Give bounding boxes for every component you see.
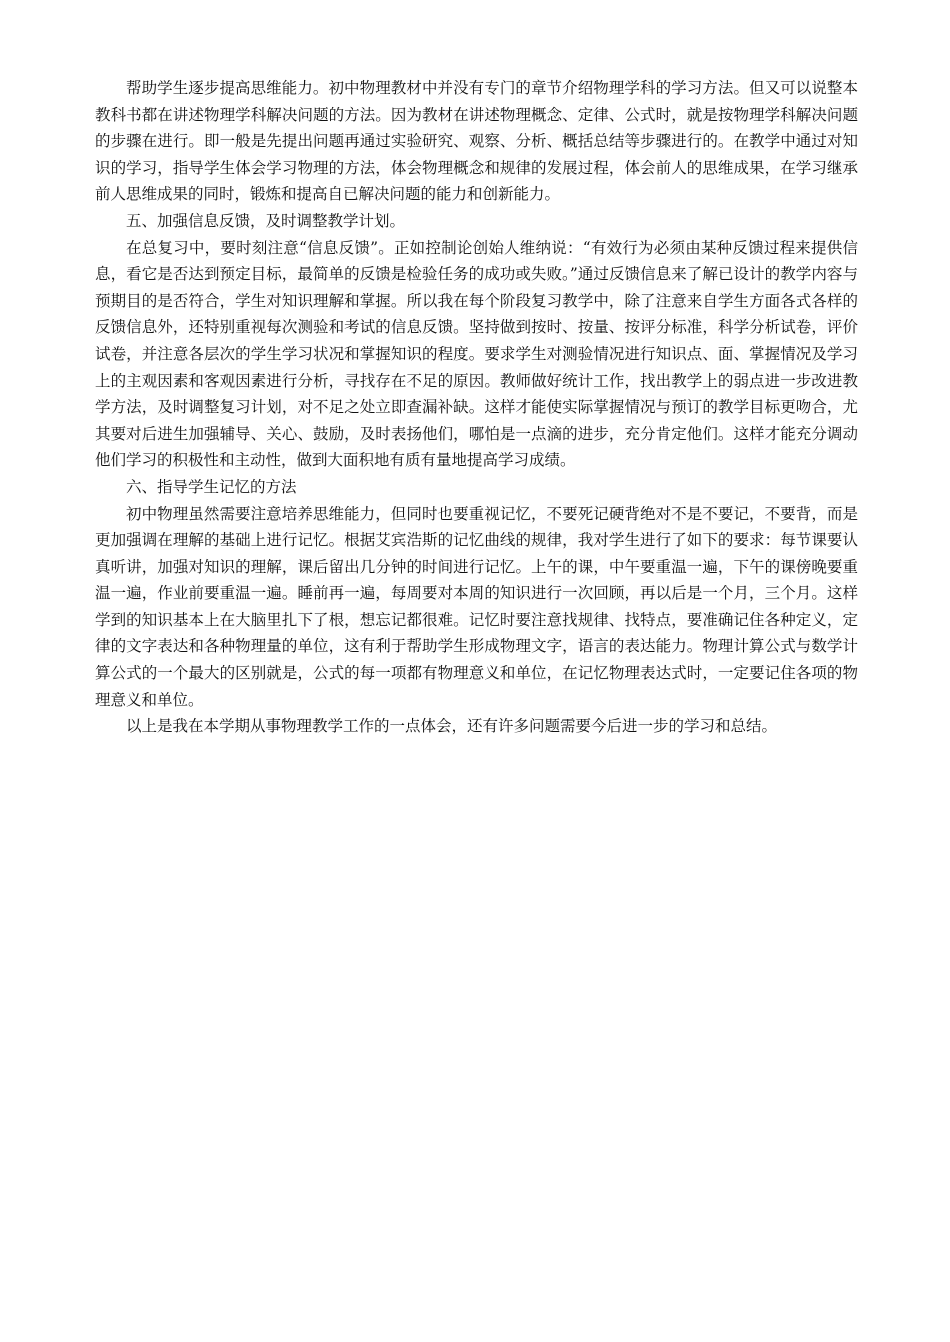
paragraph-feedback: 在总复习中，要时刻注意“信息反馈”。正如控制论创始人维纳说：“有效行为必须由某种反馈过程来提供信息，看它是否达到预定目标，最简单的反馈是检验任务的成功或失败。”通过反馈信息来了解已设计的教学内容与预期目的是否符合，学生对知识理解和掌握。所以我在每个阶段复习教学中，除了注意来自学生方面各式各样的反馈信息外，还特别重视每次测验和考试的信息反馈。坚持做到按时、按量、按评分标准，科学分析试卷，评价试卷，并注意各层次的学生学习状况和掌握知识的程度。要求学生对测验情况进行知识点、面、掌握情况及学习上的主观因素和客观因素进行分析，寻找存在不足的原因。教师做好统计工作，找出教学上的弱点进一步改进教学方法，及时调整复习计划，对不足之处立即查漏补缺。这样才能使实际掌握情况与预订的教学目标更吻合，尤其要对后进生加强辅导、关心、鼓励，及时表扬他们，哪怕是一点滴的进步，充分肯定他们。这样才能充分调动他们学习的积极性和主动性，做到大面积地有质有量地提高学习成绩。 <box>95 238 858 470</box>
section-heading-feedback: 五、加强信息反馈，及时调整教学计划。 <box>126 211 406 230</box>
paragraph-memory: 初中物理虽然需要注意培养思维能力，但同时也要重视记忆，不要死记硬背绝对不是不要记，不要背，而是更加强调在理解的基础上进行记忆。根据艾宾浩斯的记忆曲线的规律，我对学生进行了如下的要求：每节课要认真听讲，加强对知识的理解，课后留出几分钟的时间进行记忆。上午的课，中午要重温一遍，下午的课傍晚要重温一遍，作业前要重温一遍。睡前再一遍，每周要对本周的知识进行一次回顾，再以后是一个月，三个月。这样学到的知识基本上在大脑里扎下了根，想忘记都很难。记忆时要注意找规律、找特点，要准确记住各种定义，定律的文字表达和各种物理量的单位，这有利于帮助学生形成物理文字，语言的表达能力。物理计算公式与数学计算公式的一个最大的区别就是，公式的每一项都有物理意义和单位，在记忆物理表达式时，一定要记住各项的物理意义和单位。 <box>95 504 858 709</box>
paragraph-conclusion: 以上是我在本学期从事物理教学工作的一点体会，还有许多问题需要今后进一步的学习和总结。 <box>126 717 778 736</box>
section-heading-memory: 六、指导学生记忆的方法 <box>126 477 297 496</box>
document-body <box>95 75 858 740</box>
paragraph-thinking-ability: 帮助学生逐步提高思维能力。初中物理教材中并没有专门的章节介绍物理学科的学习方法。但又可以说整本教科书都在讲述物理学科解决问题的方法。因为教材在讲述物理概念、定律、公式时，就是按物理学科解决问题的步骤在进行。即一般是先提出问题再通过实验研究、观察、分析、概括总结等步骤进行的。在教学中通过对知识的学习，指导学生体会学习物理的方法，体会物理概念和规律的发展过程，体会前人的思维成果，在学习继承前人思维成果的同时，锻炼和提高自已解决问题的能力和创新能力。 <box>95 79 858 204</box>
